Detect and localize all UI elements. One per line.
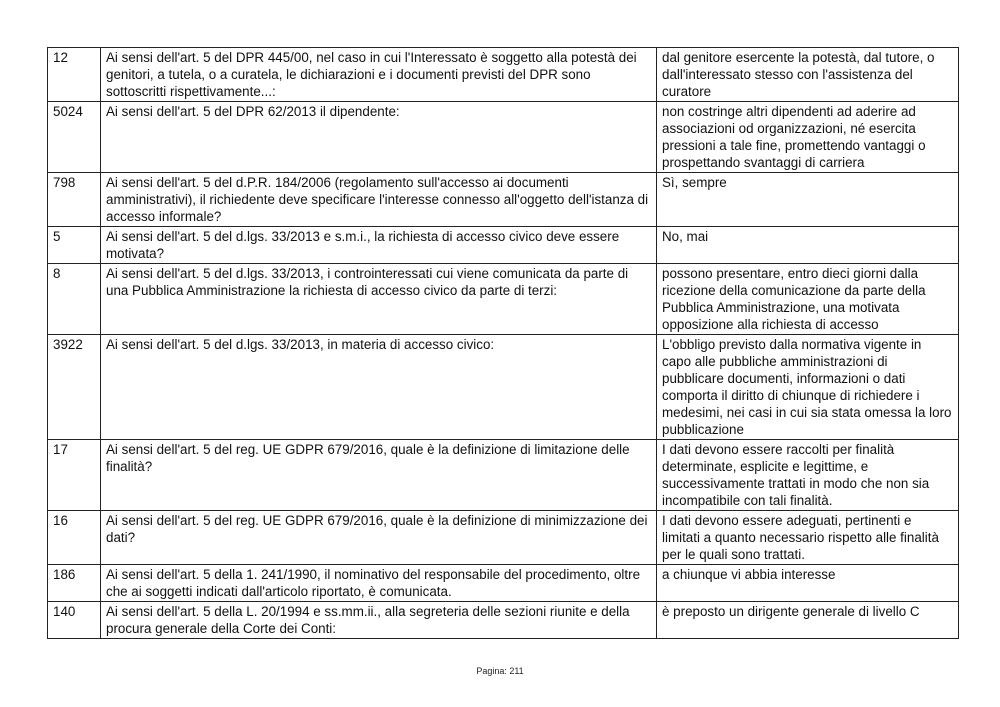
question-id: 12	[48, 48, 101, 102]
question-id: 186	[48, 565, 101, 602]
page-number: Pagina: 211	[476, 666, 524, 676]
question-text: Ai sensi dell'art. 5 del d.lgs. 33/2013, i controinteressati cui viene comunicata da parte di una Pubblica Amministrazione la richiesta di accesso civico da parte di terzi:	[101, 264, 657, 335]
answer-text: non costringe altri dipendenti ad aderire ad associazioni od organizzazioni, né esercita pressioni a tale fine, promettendo vantaggi o prospettando svantaggi di carriera	[657, 102, 959, 173]
table-row	[48, 227, 959, 264]
table-row	[48, 264, 959, 335]
table-row	[48, 173, 959, 227]
answer-text: I dati devono essere adeguati, pertinenti e limitati a quanto necessario rispetto alle finalità per le quali sono trattati.	[657, 511, 959, 565]
table-row	[48, 565, 959, 602]
answer-text: No, mai	[657, 227, 959, 264]
answer-text: I dati devono essere raccolti per finalità determinate, esplicite e legittime, e successivamente trattati in modo che non sia incompatibile con tali finalità.	[657, 440, 959, 511]
table-row	[48, 48, 959, 102]
question-text: Ai sensi dell'art. 5 del reg. UE GDPR 679/2016, quale è la definizione di limitazione delle finalità?	[101, 440, 657, 511]
question-text: Ai sensi dell'art. 5 della L. 20/1994 e ss.mm.ii., alla segreteria delle sezioni riunite e della procura generale della Corte dei Conti:	[101, 602, 657, 639]
question-id: 3922	[48, 335, 101, 440]
question-id: 798	[48, 173, 101, 227]
question-text: Ai sensi dell'art. 5 del d.P.R. 184/2006 (regolamento sull'accesso ai documenti amministrativi), il richiedente deve specificare l'interesse connesso all'oggetto dell'istanza di accesso informale?	[101, 173, 657, 227]
table-row	[48, 102, 959, 173]
question-id: 16	[48, 511, 101, 565]
question-id: 5	[48, 227, 101, 264]
question-text: Ai sensi dell'art. 5 del DPR 62/2013 il dipendente:	[101, 102, 657, 173]
table-row	[48, 602, 959, 639]
answer-text: L'obbligo previsto dalla normativa vigente in capo alle pubbliche amministrazioni di pubblicare documenti, informazioni o dati comporta il diritto di chiunque di richiedere i medesimi, nei casi in cui sia stata omessa la loro pubblicazione	[657, 335, 959, 440]
quiz-table	[47, 47, 959, 639]
question-text: Ai sensi dell'art. 5 del d.lgs. 33/2013 e s.m.i., la richiesta di accesso civico deve essere motivata?	[101, 227, 657, 264]
answer-text: dal genitore esercente la potestà, dal tutore, o dall'interessato stesso con l'assistenza del curatore	[657, 48, 959, 102]
question-text: Ai sensi dell'art. 5 del reg. UE GDPR 679/2016, quale è la definizione di minimizzazione dei dati?	[101, 511, 657, 565]
question-id: 17	[48, 440, 101, 511]
table-row	[48, 335, 959, 440]
answer-text: a chiunque vi abbia interesse	[657, 565, 959, 602]
answer-text: Sì, sempre	[657, 173, 959, 227]
answer-text: è preposto un dirigente generale di livello C	[657, 602, 959, 639]
question-text: Ai sensi dell'art. 5 del DPR 445/00, nel caso in cui l'Interessato è soggetto alla potestà dei genitori, a tutela, o a curatela, le dichiarazioni e i documenti previsti del DPR sono sottoscritti rispettivamente...:	[101, 48, 657, 102]
question-id: 140	[48, 602, 101, 639]
question-id: 8	[48, 264, 101, 335]
question-id: 5024	[48, 102, 101, 173]
answer-text: possono presentare, entro dieci giorni dalla ricezione della comunicazione da parte della Pubblica Amministrazione, una motivata opposizione alla richiesta di accesso	[657, 264, 959, 335]
table-row	[48, 440, 959, 511]
question-text: Ai sensi dell'art. 5 del d.lgs. 33/2013, in materia di accesso civico:	[101, 335, 657, 440]
question-text: Ai sensi dell'art. 5 della 1. 241/1990, il nominativo del responsabile del procedimento, oltre che ai soggetti indicati dall'articolo riportato, è comunicata.	[101, 565, 657, 602]
table-row	[48, 511, 959, 565]
